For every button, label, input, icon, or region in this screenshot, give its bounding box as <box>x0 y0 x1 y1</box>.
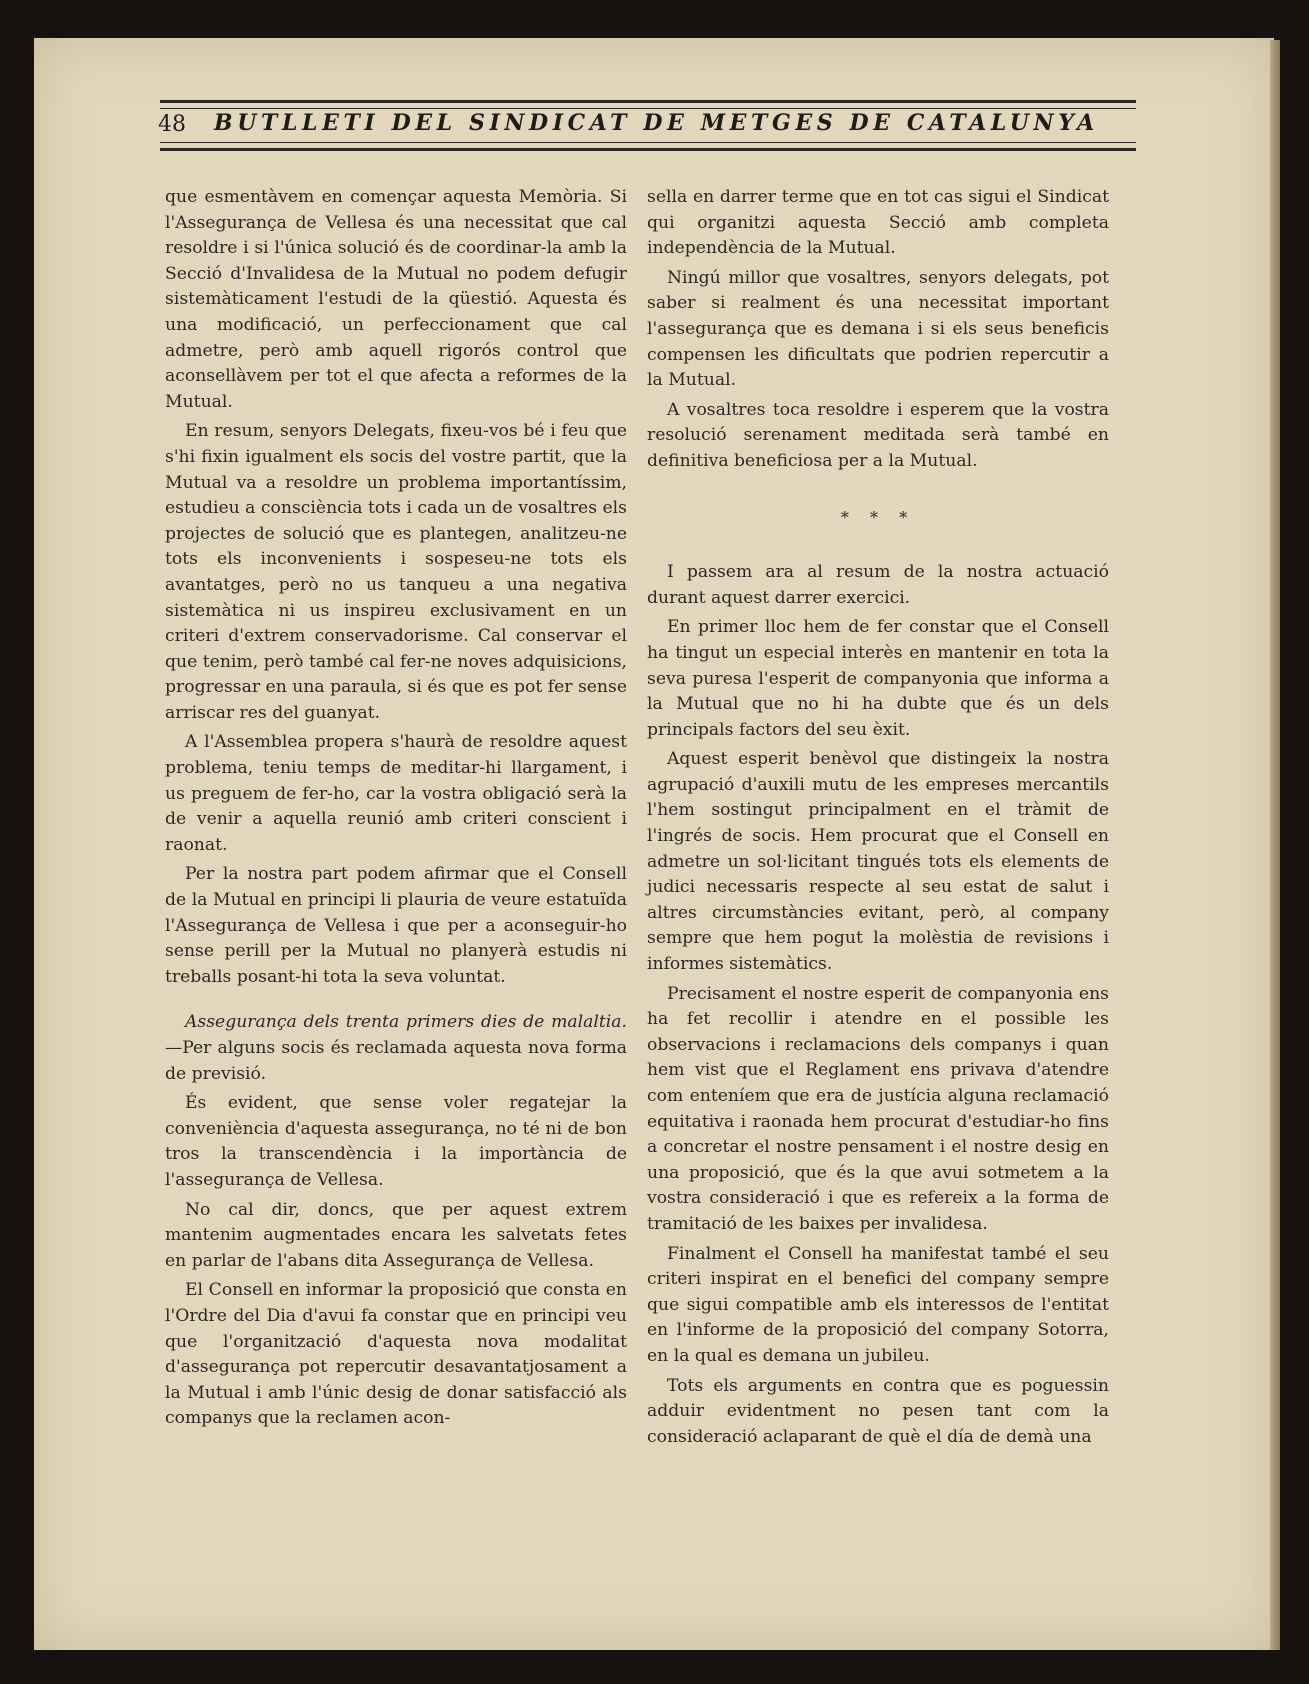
journal-title: BUTLLETI DEL SINDICAT DE METGES DE CATALUNYA <box>214 110 1099 136</box>
header-rule-top-thin <box>160 108 1136 109</box>
paragraph: A l'Assemblea propera s'haurà de resoldre aquest problema, teniu temps de meditar-hi llargament, i us preguem de fer-ho, car la vostra obligació serà la de venir a aquella reunió amb criteri conscient i raonat. <box>165 732 627 855</box>
paragraph: sella en darrer terme que en tot cas sigui el Sindicat qui organitzi aquesta Secció amb completa independència de la Mutual. <box>647 187 1109 259</box>
paragraph: En resum, senyors Delegats, fixeu-vos bé i feu que s'hi fixin igualment els socis del vostre partit, que la Mutual va a resoldre un problema importantíssim, estudieu a consciència tots i cada un de vosaltres els projectes de solució que es plantegen, analitzeu-ne tots els inconvenients i sospeseu-ne tots els avantatges, però no us tanqueu a una negativa sistemàtica ni us inspireu exclusivament en un criteri d'extrem conservadorisme. Cal conservar el que tenim, però també cal fer-ne noves adquisicions, progressar en una paraula, si és que es pot fer sense arriscar res del guanyat. <box>165 421 627 723</box>
paragraph: Finalment el Consell ha manifestat també el seu criteri inspirat en el benefici del company sempre que sigui compatible amb els interessos de l'entitat en l'informe de la proposició del company Sotorra, en la qual es demana un jubileu. <box>647 1243 1109 1366</box>
paragraph: No cal dir, doncs, que per aquest extrem mantenim augmentades encara les salvetats fetes en parlar de l'abans dita Assegurança de Vellesa. <box>165 1199 627 1271</box>
paragraph-with-subhead <box>165 1010 627 1087</box>
page-number: 48 <box>158 112 186 137</box>
paragraph: que esmentàvem en començar aquesta Memòria. Si l'Assegurança de Vellesa és una necessitat que cal resoldre i si l'única solució és de coordinar-la amb la Secció d'Invalidesa de la Mutual no podem defugir sistemàticament l'estudi de la qüestió. Aquesta és una modificació, un perfeccionament que cal admetre, però amb aquell rigorós control que aconsellàvem per tot el que afecta a reformes de la Mutual. <box>165 187 627 412</box>
left-column <box>165 185 627 1436</box>
paragraph: Tots els arguments en contra que es poguessin adduir evidentment no pesen tant com la consideració aclaparant de què el día de demà una <box>647 1375 1109 1447</box>
section-separator: * * * <box>840 507 916 527</box>
paragraph: Per la nostra part podem afirmar que el Consell de la Mutual en principi li plauria de veure estatuïda l'Assegurança de Vellesa i que per a aconseguir-ho sense perill per la Mutual no planyerà estudis ni treballs posant-hi tota la seva voluntat. <box>165 864 627 987</box>
section-subhead: Assegurança dels trenta primers dies de malaltia. <box>185 1012 627 1033</box>
paragraph: Precisament el nostre esperit de companyonia ens ha fet recollir i atendre en el possible les observacions i reclamacions dels companys i quan hem vist que el Reglament ens privava d'atendre com enteníem que era de justícia alguna reclamació equitativa i raonada hem procurat d'estudiar-ho fins a concretar el nostre pensament i el nostre desig en una proposició, que és la que avui sotmetem a la vostra consideració i que es refereix a la forma de tramitació de les baixes per invalidesa. <box>647 983 1109 1234</box>
paragraph: Aquest esperit benèvol que distingeix la nostra agrupació d'auxili mutu de les empreses mercantils l'hem sostingut principalment en el tràmit de l'ingrés de socis. Hem procurat que el Consell en admetre un sol·licitant tingués tots els elements de judici necessaris respecte al seu estat de salut i altres circumstàncies evitant, però, al company sempre que hem pogut la molèstia de revisions i informes sistemàtics. <box>647 749 1109 975</box>
paragraph: Ningú millor que vosaltres, senyors delegats, pot saber si realment és una necessitat important l'assegurança que es demana i si els seus beneficis compensen les dificultats que podrien repercutir a la Mutual. <box>647 267 1109 391</box>
paragraph: El Consell en informar la proposició que consta en l'Ordre del Dia d'avui fa constar que en principi veu que l'organització d'aquesta nova modalitat d'assegurança pot repercutir desavantatjosament a la Mutual i amb l'únic desig de donar satisfacció als companys que la reclamen acon- <box>165 1280 627 1429</box>
header-rule-top <box>160 100 1136 103</box>
paragraph: I passem ara al resum de la nostra actuació durant aquest darrer exercici. <box>647 562 1109 608</box>
header-rule-bottom-thin <box>160 142 1136 143</box>
page-edge <box>1270 40 1280 1650</box>
running-header <box>158 110 1140 140</box>
paragraph: En primer lloc hem de fer constar que el Consell ha tingut un especial interès en mantenir en tota la seva puresa l'esperit de companyonia que informa a la Mutual que no hi ha dubte que és un dels principals factors del seu èxit. <box>647 617 1109 740</box>
paragraph-text: —Per alguns socis és reclamada aquesta nova forma de previsió. <box>165 1038 627 1084</box>
paragraph: A vosaltres toca resoldre i esperem que la vostra resolució serenament meditada serà també en definitiva beneficiosa per a la Mutual. <box>647 399 1109 471</box>
right-column <box>647 185 1109 1454</box>
header-rule-bottom <box>160 148 1136 151</box>
paragraph: És evident, que sense voler regatejar la conveniència d'aquesta assegurança, no té ni de bon tros la transcendència i la importància de l'assegurança de Vellesa. <box>165 1093 627 1190</box>
